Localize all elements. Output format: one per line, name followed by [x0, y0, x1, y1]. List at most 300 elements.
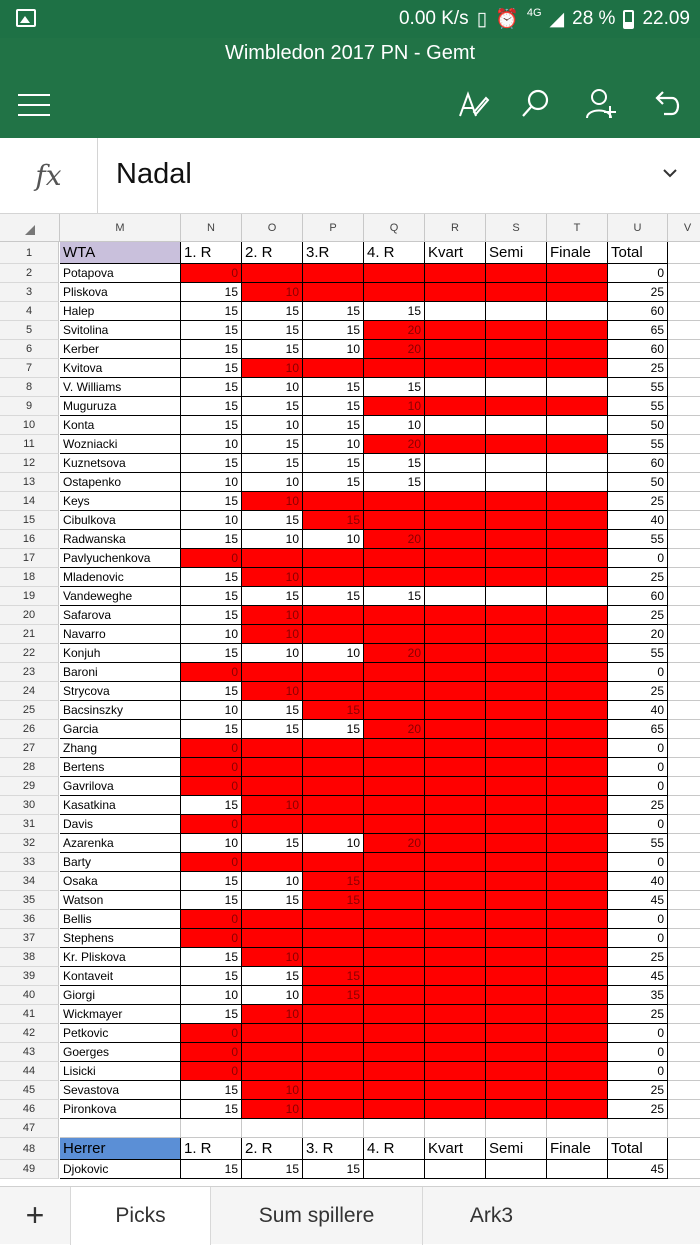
score-cell[interactable]: [547, 967, 608, 986]
round-header[interactable]: Semi: [486, 1138, 547, 1160]
score-cell[interactable]: [486, 986, 547, 1005]
score-cell[interactable]: [364, 549, 425, 568]
column-header-t[interactable]: T: [547, 214, 608, 242]
score-cell[interactable]: [547, 606, 608, 625]
score-cell[interactable]: [486, 1062, 547, 1081]
score-cell[interactable]: [547, 359, 608, 378]
total-cell[interactable]: 25: [608, 948, 668, 967]
row-number[interactable]: 10: [0, 416, 59, 435]
player-name[interactable]: Halep: [60, 302, 181, 321]
cell-empty[interactable]: [668, 283, 700, 302]
score-cell[interactable]: [425, 625, 486, 644]
score-cell[interactable]: [425, 929, 486, 948]
score-cell[interactable]: 15: [181, 530, 242, 549]
player-name[interactable]: Barty: [60, 853, 181, 872]
cell-empty[interactable]: [364, 1119, 425, 1138]
score-cell[interactable]: [547, 891, 608, 910]
cell-empty[interactable]: [668, 1119, 700, 1138]
score-cell[interactable]: [425, 891, 486, 910]
score-cell[interactable]: [425, 283, 486, 302]
cell-empty[interactable]: [668, 758, 700, 777]
score-cell[interactable]: [547, 435, 608, 454]
score-cell[interactable]: 10: [364, 416, 425, 435]
score-cell[interactable]: [486, 1005, 547, 1024]
total-cell[interactable]: 50: [608, 416, 668, 435]
score-cell[interactable]: [547, 264, 608, 283]
row-number[interactable]: 38: [0, 948, 59, 967]
round-header[interactable]: Kvart: [425, 242, 486, 264]
row-number[interactable]: 15: [0, 511, 59, 530]
score-cell[interactable]: [425, 1043, 486, 1062]
score-cell[interactable]: 15: [303, 891, 364, 910]
player-name[interactable]: Navarro: [60, 625, 181, 644]
score-cell[interactable]: 15: [181, 891, 242, 910]
score-cell[interactable]: [486, 720, 547, 739]
score-cell[interactable]: [364, 1005, 425, 1024]
round-header[interactable]: 1. R: [181, 1138, 242, 1160]
score-cell[interactable]: [242, 929, 303, 948]
cell-empty[interactable]: [668, 872, 700, 891]
player-name[interactable]: Bacsinszky: [60, 701, 181, 720]
total-cell[interactable]: 55: [608, 530, 668, 549]
score-cell[interactable]: [486, 872, 547, 891]
row-number[interactable]: 35: [0, 891, 59, 910]
cell-empty[interactable]: [668, 264, 700, 283]
row-number[interactable]: 30: [0, 796, 59, 815]
cell-empty[interactable]: [668, 910, 700, 929]
score-cell[interactable]: 15: [181, 720, 242, 739]
score-cell[interactable]: [486, 663, 547, 682]
total-cell[interactable]: 0: [608, 663, 668, 682]
row-number[interactable]: 13: [0, 473, 59, 492]
score-cell[interactable]: [303, 929, 364, 948]
total-header[interactable]: Total: [608, 242, 668, 264]
score-cell[interactable]: [303, 1100, 364, 1119]
score-cell[interactable]: 15: [181, 492, 242, 511]
score-cell[interactable]: [486, 397, 547, 416]
score-cell[interactable]: [364, 1024, 425, 1043]
score-cell[interactable]: [425, 302, 486, 321]
score-cell[interactable]: [364, 663, 425, 682]
score-cell[interactable]: 15: [181, 644, 242, 663]
score-cell[interactable]: [425, 473, 486, 492]
search-icon[interactable]: [518, 86, 554, 122]
cell-empty[interactable]: [668, 1138, 700, 1160]
row-number[interactable]: 44: [0, 1062, 59, 1081]
score-cell[interactable]: 15: [181, 568, 242, 587]
row-number[interactable]: 37: [0, 929, 59, 948]
score-cell[interactable]: [547, 321, 608, 340]
score-cell[interactable]: [425, 986, 486, 1005]
score-cell[interactable]: [547, 511, 608, 530]
score-cell[interactable]: 10: [242, 473, 303, 492]
score-cell[interactable]: [486, 511, 547, 530]
player-name[interactable]: Muguruza: [60, 397, 181, 416]
score-cell[interactable]: [303, 682, 364, 701]
score-cell[interactable]: 15: [303, 587, 364, 606]
player-name[interactable]: Garcia: [60, 720, 181, 739]
score-cell[interactable]: 15: [242, 891, 303, 910]
score-cell[interactable]: [486, 967, 547, 986]
score-cell[interactable]: [364, 1043, 425, 1062]
score-cell[interactable]: 10: [242, 948, 303, 967]
score-cell[interactable]: [242, 739, 303, 758]
player-name[interactable]: Strycova: [60, 682, 181, 701]
score-cell[interactable]: 15: [242, 834, 303, 853]
total-cell[interactable]: 45: [608, 891, 668, 910]
score-cell[interactable]: 15: [303, 397, 364, 416]
column-header-u[interactable]: U: [608, 214, 668, 242]
score-cell[interactable]: [486, 1024, 547, 1043]
score-cell[interactable]: [303, 1043, 364, 1062]
cell-empty[interactable]: [242, 1119, 303, 1138]
score-cell[interactable]: [364, 739, 425, 758]
player-name[interactable]: Goerges: [60, 1043, 181, 1062]
cell-empty[interactable]: [668, 777, 700, 796]
score-cell[interactable]: [303, 1081, 364, 1100]
score-cell[interactable]: 15: [242, 397, 303, 416]
total-cell[interactable]: 55: [608, 435, 668, 454]
score-cell[interactable]: [486, 549, 547, 568]
round-header[interactable]: 4. R: [364, 1138, 425, 1160]
row-number[interactable]: 40: [0, 986, 59, 1005]
score-cell[interactable]: [364, 948, 425, 967]
score-cell[interactable]: [425, 834, 486, 853]
score-cell[interactable]: [486, 948, 547, 967]
score-cell[interactable]: 10: [181, 435, 242, 454]
row-number[interactable]: 32: [0, 834, 59, 853]
score-cell[interactable]: [547, 758, 608, 777]
score-cell[interactable]: [425, 416, 486, 435]
row-number[interactable]: 8: [0, 378, 59, 397]
score-cell[interactable]: [364, 701, 425, 720]
score-cell[interactable]: [486, 359, 547, 378]
row-number[interactable]: 43: [0, 1043, 59, 1062]
score-cell[interactable]: 0: [181, 777, 242, 796]
row-number[interactable]: 28: [0, 758, 59, 777]
score-cell[interactable]: [547, 473, 608, 492]
row-number[interactable]: 33: [0, 853, 59, 872]
score-cell[interactable]: 10: [181, 625, 242, 644]
row-number[interactable]: 20: [0, 606, 59, 625]
player-name[interactable]: Djokovic: [60, 1160, 181, 1179]
player-name[interactable]: Mladenovic: [60, 568, 181, 587]
row-number[interactable]: 36: [0, 910, 59, 929]
score-cell[interactable]: 15: [181, 1100, 242, 1119]
score-cell[interactable]: [425, 1005, 486, 1024]
cell-empty[interactable]: [668, 682, 700, 701]
cell-empty[interactable]: [60, 1119, 181, 1138]
total-cell[interactable]: 25: [608, 796, 668, 815]
row-number[interactable]: 39: [0, 967, 59, 986]
player-name[interactable]: Kuznetsova: [60, 454, 181, 473]
score-cell[interactable]: [547, 910, 608, 929]
player-name[interactable]: Bellis: [60, 910, 181, 929]
menu-icon[interactable]: [18, 94, 50, 116]
score-cell[interactable]: [486, 492, 547, 511]
score-cell[interactable]: [486, 530, 547, 549]
total-cell[interactable]: 25: [608, 1100, 668, 1119]
score-cell[interactable]: [364, 1081, 425, 1100]
score-cell[interactable]: 10: [364, 397, 425, 416]
score-cell[interactable]: [547, 663, 608, 682]
score-cell[interactable]: [364, 511, 425, 530]
total-cell[interactable]: 55: [608, 644, 668, 663]
score-cell[interactable]: 0: [181, 758, 242, 777]
score-cell[interactable]: [486, 587, 547, 606]
score-cell[interactable]: 10: [242, 1005, 303, 1024]
score-cell[interactable]: 15: [181, 948, 242, 967]
column-header-m[interactable]: M: [60, 214, 181, 242]
score-cell[interactable]: [486, 625, 547, 644]
score-cell[interactable]: [486, 473, 547, 492]
score-cell[interactable]: [486, 853, 547, 872]
score-cell[interactable]: 15: [303, 321, 364, 340]
score-cell[interactable]: 20: [364, 834, 425, 853]
player-name[interactable]: Kerber: [60, 340, 181, 359]
cell-empty[interactable]: [668, 359, 700, 378]
score-cell[interactable]: [486, 454, 547, 473]
score-cell[interactable]: [242, 1043, 303, 1062]
score-cell[interactable]: [303, 359, 364, 378]
score-cell[interactable]: 0: [181, 1062, 242, 1081]
score-cell[interactable]: 10: [303, 834, 364, 853]
round-header[interactable]: 3.R: [303, 242, 364, 264]
player-name[interactable]: Watson: [60, 891, 181, 910]
player-name[interactable]: Kvitova: [60, 359, 181, 378]
score-cell[interactable]: 15: [303, 1160, 364, 1179]
score-cell[interactable]: [364, 815, 425, 834]
score-cell[interactable]: 15: [181, 340, 242, 359]
score-cell[interactable]: 20: [364, 321, 425, 340]
score-cell[interactable]: [242, 758, 303, 777]
row-number[interactable]: 47: [0, 1119, 59, 1138]
row-number[interactable]: 9: [0, 397, 59, 416]
score-cell[interactable]: [364, 682, 425, 701]
score-cell[interactable]: [303, 1024, 364, 1043]
score-cell[interactable]: [547, 530, 608, 549]
row-number[interactable]: 31: [0, 815, 59, 834]
score-cell[interactable]: [425, 967, 486, 986]
cell-empty[interactable]: [668, 397, 700, 416]
total-cell[interactable]: 60: [608, 340, 668, 359]
total-cell[interactable]: 0: [608, 910, 668, 929]
row-number[interactable]: 11: [0, 435, 59, 454]
score-cell[interactable]: 10: [242, 378, 303, 397]
score-cell[interactable]: [547, 625, 608, 644]
row-number[interactable]: 27: [0, 739, 59, 758]
score-cell[interactable]: 15: [242, 967, 303, 986]
score-cell[interactable]: [364, 853, 425, 872]
score-cell[interactable]: [364, 777, 425, 796]
score-cell[interactable]: [425, 1081, 486, 1100]
cell-empty[interactable]: [668, 929, 700, 948]
score-cell[interactable]: 10: [181, 701, 242, 720]
score-cell[interactable]: [425, 663, 486, 682]
score-cell[interactable]: [547, 1160, 608, 1179]
row-number[interactable]: 1: [0, 242, 59, 264]
total-cell[interactable]: 0: [608, 815, 668, 834]
total-cell[interactable]: 65: [608, 720, 668, 739]
cell-empty[interactable]: [668, 454, 700, 473]
score-cell[interactable]: [364, 967, 425, 986]
score-cell[interactable]: [547, 644, 608, 663]
score-cell[interactable]: [547, 777, 608, 796]
round-header[interactable]: 2. R: [242, 1138, 303, 1160]
score-cell[interactable]: [242, 1024, 303, 1043]
score-cell[interactable]: [486, 644, 547, 663]
score-cell[interactable]: [303, 796, 364, 815]
score-cell[interactable]: [547, 1100, 608, 1119]
row-number[interactable]: 23: [0, 663, 59, 682]
column-header-r[interactable]: R: [425, 214, 486, 242]
cell-empty[interactable]: [668, 1160, 700, 1179]
score-cell[interactable]: 10: [242, 872, 303, 891]
cell-empty[interactable]: [425, 1119, 486, 1138]
score-cell[interactable]: 10: [303, 435, 364, 454]
round-header[interactable]: Finale: [547, 1138, 608, 1160]
score-cell[interactable]: [425, 910, 486, 929]
score-cell[interactable]: [486, 283, 547, 302]
score-cell[interactable]: 10: [242, 530, 303, 549]
score-cell[interactable]: [547, 587, 608, 606]
score-cell[interactable]: 0: [181, 1024, 242, 1043]
player-name[interactable]: Zhang: [60, 739, 181, 758]
cell-empty[interactable]: [668, 321, 700, 340]
score-cell[interactable]: [486, 1160, 547, 1179]
total-cell[interactable]: 25: [608, 1081, 668, 1100]
score-cell[interactable]: 10: [242, 1081, 303, 1100]
player-name[interactable]: Kr. Pliskova: [60, 948, 181, 967]
cell-empty[interactable]: [668, 242, 700, 264]
score-cell[interactable]: [425, 758, 486, 777]
score-cell[interactable]: 15: [303, 511, 364, 530]
row-number[interactable]: 18: [0, 568, 59, 587]
row-number[interactable]: 34: [0, 872, 59, 891]
score-cell[interactable]: 0: [181, 815, 242, 834]
score-cell[interactable]: 20: [364, 530, 425, 549]
score-cell[interactable]: [486, 568, 547, 587]
score-cell[interactable]: [486, 340, 547, 359]
score-cell[interactable]: [486, 815, 547, 834]
row-number[interactable]: 26: [0, 720, 59, 739]
score-cell[interactable]: 15: [242, 701, 303, 720]
total-cell[interactable]: 60: [608, 302, 668, 321]
total-cell[interactable]: 55: [608, 397, 668, 416]
score-cell[interactable]: 15: [303, 473, 364, 492]
score-cell[interactable]: [303, 815, 364, 834]
cell-empty[interactable]: [668, 1005, 700, 1024]
score-cell[interactable]: [303, 1062, 364, 1081]
score-cell[interactable]: 15: [364, 302, 425, 321]
total-cell[interactable]: 25: [608, 1005, 668, 1024]
sheet-tab-picks[interactable]: Picks: [70, 1187, 210, 1245]
score-cell[interactable]: 15: [303, 701, 364, 720]
total-cell[interactable]: 35: [608, 986, 668, 1005]
score-cell[interactable]: [242, 815, 303, 834]
score-cell[interactable]: 10: [242, 625, 303, 644]
score-cell[interactable]: [547, 1005, 608, 1024]
player-name[interactable]: Wickmayer: [60, 1005, 181, 1024]
player-name[interactable]: Svitolina: [60, 321, 181, 340]
score-cell[interactable]: [486, 416, 547, 435]
score-cell[interactable]: [486, 321, 547, 340]
score-cell[interactable]: [486, 834, 547, 853]
score-cell[interactable]: 15: [364, 587, 425, 606]
score-cell[interactable]: 10: [181, 834, 242, 853]
cell-empty[interactable]: [608, 1119, 668, 1138]
score-cell[interactable]: [364, 264, 425, 283]
round-header[interactable]: Finale: [547, 242, 608, 264]
score-cell[interactable]: 15: [242, 302, 303, 321]
cell-empty[interactable]: [668, 625, 700, 644]
score-cell[interactable]: 10: [303, 530, 364, 549]
score-cell[interactable]: [425, 492, 486, 511]
cell-empty[interactable]: [668, 473, 700, 492]
cell-empty[interactable]: [668, 663, 700, 682]
row-number[interactable]: 2: [0, 264, 59, 283]
cell-empty[interactable]: [668, 435, 700, 454]
score-cell[interactable]: [364, 568, 425, 587]
score-cell[interactable]: [364, 1062, 425, 1081]
score-cell[interactable]: [486, 682, 547, 701]
score-cell[interactable]: [486, 435, 547, 454]
score-cell[interactable]: [242, 1062, 303, 1081]
score-cell[interactable]: [547, 872, 608, 891]
chevron-down-icon[interactable]: [662, 166, 678, 184]
score-cell[interactable]: [425, 264, 486, 283]
score-cell[interactable]: [486, 929, 547, 948]
score-cell[interactable]: 15: [181, 359, 242, 378]
total-cell[interactable]: 0: [608, 929, 668, 948]
score-cell[interactable]: 10: [181, 986, 242, 1005]
score-cell[interactable]: 15: [364, 378, 425, 397]
total-cell[interactable]: 50: [608, 473, 668, 492]
score-cell[interactable]: 15: [181, 1160, 242, 1179]
player-name[interactable]: Vandeweghe: [60, 587, 181, 606]
score-cell[interactable]: [242, 853, 303, 872]
player-name[interactable]: Bertens: [60, 758, 181, 777]
score-cell[interactable]: 0: [181, 264, 242, 283]
score-cell[interactable]: 15: [242, 435, 303, 454]
cell-empty[interactable]: [668, 1043, 700, 1062]
row-number[interactable]: 19: [0, 587, 59, 606]
total-cell[interactable]: 40: [608, 701, 668, 720]
score-cell[interactable]: [303, 948, 364, 967]
column-header-o[interactable]: O: [242, 214, 303, 242]
cell-empty[interactable]: [668, 302, 700, 321]
score-cell[interactable]: 10: [242, 682, 303, 701]
cell-empty[interactable]: [668, 378, 700, 397]
cell-empty[interactable]: [668, 701, 700, 720]
score-cell[interactable]: [486, 1043, 547, 1062]
column-header-s[interactable]: S: [486, 214, 547, 242]
score-cell[interactable]: 10: [242, 644, 303, 663]
column-header-p[interactable]: P: [303, 214, 364, 242]
score-cell[interactable]: [242, 264, 303, 283]
player-name[interactable]: Gavrilova: [60, 777, 181, 796]
score-cell[interactable]: [364, 872, 425, 891]
score-cell[interactable]: 20: [364, 435, 425, 454]
score-cell[interactable]: [425, 435, 486, 454]
score-cell[interactable]: [486, 739, 547, 758]
score-cell[interactable]: [425, 359, 486, 378]
score-cell[interactable]: [425, 853, 486, 872]
spreadsheet-grid[interactable]: [0, 214, 700, 1186]
add-sheet-button[interactable]: +: [25, 1197, 45, 1233]
score-cell[interactable]: 10: [181, 473, 242, 492]
player-name[interactable]: Ostapenko: [60, 473, 181, 492]
